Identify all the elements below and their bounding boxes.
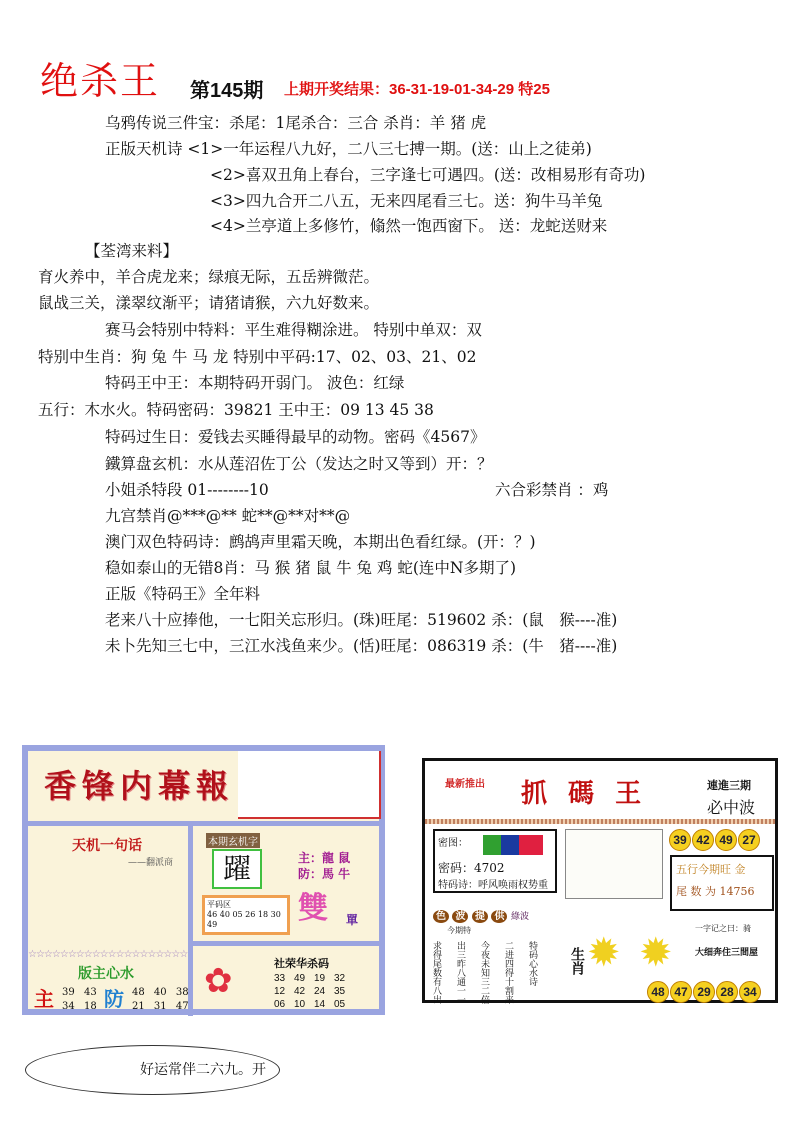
text-line: <4>兰亭道上多修竹，翛然一饱西窗下。 送：龙蛇送财来 [210,217,608,235]
number: 48 [132,987,145,998]
text-line: 九宫禁肖@***@** 蛇**@**对**@ [105,507,351,525]
text-line: 未卜先知三七中，三江水浅鱼来少。(恬)旺尾：086319 杀：(牛 猪----准) [105,637,618,655]
text-line: 小姐杀特段 01--------10 [105,481,269,499]
star-row-divider: ☆☆☆☆☆☆☆☆☆☆☆☆☆☆☆☆☆☆☆☆ [28,949,188,960]
mitu: 密图： [438,838,468,849]
dan: 單 [346,913,359,927]
number: 39 [62,987,75,998]
text-line: 特码过生日：爱钱去买睡得最早的动物。密码《4567》 [105,428,486,446]
number: 21 [132,1001,145,1012]
poem-columns: 求得尾数有八出 出三昨八通一一 今夜未知三二倍 二进四得十割来 特码心水诗 [431,941,537,1004]
ball: 47 [670,981,692,1003]
wuxing: 五行今期旺 金 [676,863,746,876]
text-line: 正版天机诗 <1>一年运程八九好，二八三七搏一期。(送：山上之徒弟) [105,140,592,158]
ball: 29 [693,981,715,1003]
text-line: 稳如泰山的无错8肖：马 猴 猪 鼠 牛 兔 鸡 蛇(连中N多期了) [105,559,517,577]
shuang: 雙 [298,891,328,926]
ping-nums: 46 40 05 26 18 30 49 [207,910,281,929]
number: 31 [153,1001,167,1012]
mima: 密码：4702 [438,861,505,875]
number: 43 [84,987,97,998]
star-burst-icon: ✹ [639,930,673,976]
number: 47 [175,1001,189,1012]
text-line: 鼠战三关，漾翠纹渐平；请猪请猴，六九好数来。 [38,294,380,312]
text-line: 六合彩禁肖 ：鸡 [495,481,609,499]
cloud-text: 好运常伴二六九。开 [140,1062,266,1078]
ball: 39 [669,829,691,851]
fang-label: 防 [104,987,124,1011]
painting-image [565,829,663,899]
mitu-image [483,835,543,855]
fang-row [132,1001,189,1012]
title: 抓 碼 王 [521,779,648,809]
tianji-title: 天机一句话 [72,838,142,854]
tags: 色 波 提 供 綠波 [433,907,529,922]
divider [193,941,383,946]
zhu-label: 主 [34,987,54,1011]
text-line: 育火养中，羊合虎龙来；绿痕无际，五岳辨微茫。 [38,268,380,286]
fang-row [132,987,189,998]
zi: 躍 [212,849,262,889]
bottom-balls [647,981,762,1003]
must: 必中波 [707,798,756,817]
ping-box [202,895,290,935]
zhu-shengxiao: 主：龍 鼠 [298,851,351,865]
blank-box [238,751,381,819]
text-line: 正版《特码王》全年料 [105,585,261,603]
star-burst-icon: ✹ [587,930,621,976]
number: 38 [175,987,189,998]
text-line: 乌鸦传说三件宝：杀尾：1尾杀合：三合 杀肖：羊 猪 虎 [105,114,487,132]
ball: 27 [738,829,760,851]
text-line: 特别中生肖：狗 兔 牛 马 龙 特别中平码:17、02、03、21、02 [38,348,477,366]
section-heading: 【荃湾来料】 [85,242,179,260]
ball: 49 [715,829,737,851]
text-line: 特码王中王：本期特码开弱门。 波色：红绿 [105,374,405,392]
divider [425,819,775,824]
today: 今期特 [447,926,471,935]
wuxing-box [670,855,774,911]
divider [188,821,193,1016]
issue-number: 第145期 [190,80,264,102]
kill-title: 社荣华杀码 [274,957,329,970]
right-image-panel [422,758,778,1003]
ball: 28 [716,981,738,1003]
panel-title: 香锋内幕報 [44,767,235,805]
divider [28,821,379,826]
text-line: 老来八十应捧他，一七阳关忘形归。(珠)旺尾：519602 杀：(鼠 猴----准) [105,611,618,629]
text-line: <2>喜双丑角上春台，三字逢七可遇四。(送：改相易形有奇功) [210,166,646,184]
mitu-box [433,829,557,893]
zi-label: 本期玄机字 [206,833,260,848]
text-line: 五行：木水火。特码密码：39821 王中王：09 13 45 38 [38,401,434,419]
shengxiao: 生肖 [569,947,585,975]
xinshui-title: 版主心水 [78,966,134,982]
top-balls [669,829,761,851]
yizi: 一字记之曰：骑 [695,924,751,933]
text-line: <3>四九合开二八五，无来四尾看三七。送：狗牛马羊兔 [210,192,603,210]
number: 18 [84,1001,97,1012]
number: 40 [153,987,167,998]
streak: 連進三期 [707,779,751,792]
left-image-panel [22,745,385,1015]
poem: 特码诗：呼风唤雨权势重 [438,880,548,891]
tianji-sub: ——翻派商 [128,858,174,868]
kill-numbers: 33 49 19 32 12 42 24 35 06 10 14 05 [274,973,346,1010]
ball: 34 [739,981,761,1003]
flower-icon: ✿ [204,961,233,1001]
ball: 48 [647,981,669,1003]
logo: 绝杀王 [40,59,161,103]
newly: 最新推出 [445,779,485,790]
number: 34 [62,1001,75,1012]
weishu: 尾 数 为 14756 [676,885,755,898]
last-result: 上期开奖结果：36-31-19-01-34-29 特25 [284,81,550,98]
text-line: 鐵算盘玄机：水从莲沼佐丁公（发达之时又等到）开：？ [105,455,493,473]
dazhi: 大细奔住三間屋 [695,948,759,958]
ping-label: 平码区 [207,900,231,909]
text-line: 澳门双色特码诗：鹧鸪声里霜天晚，本期出色看红绿。(开：？) [105,533,536,551]
fang-shengxiao: 防：馬 牛 [298,867,351,881]
text-line: 赛马会特别中特料：平生难得糊涂进。 特别中单双：双 [105,321,482,339]
ball: 42 [692,829,714,851]
